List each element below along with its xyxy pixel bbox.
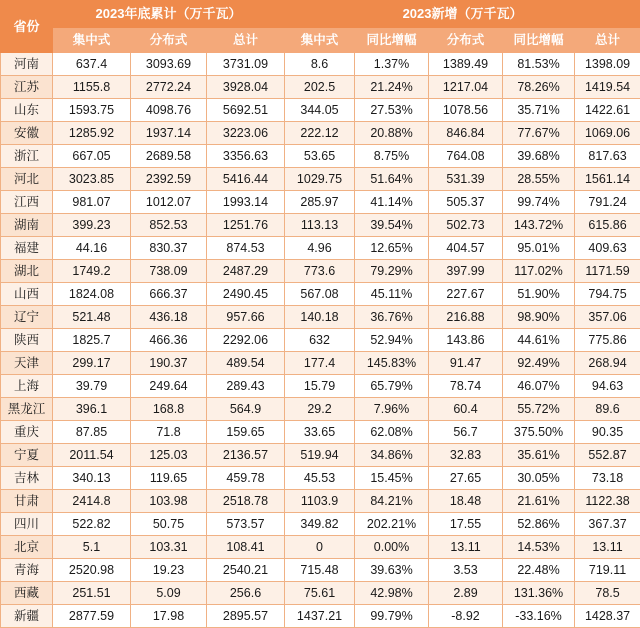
data-cell: 4098.76 [131, 99, 207, 122]
data-cell: 14.53% [503, 536, 575, 559]
data-cell: 56.7 [429, 421, 503, 444]
data-cell: 202.5 [285, 76, 355, 99]
data-cell: 222.12 [285, 122, 355, 145]
data-cell: 2487.29 [207, 260, 285, 283]
data-cell: 39.63% [355, 559, 429, 582]
data-cell: 1285.92 [53, 122, 131, 145]
data-cell: 17.55 [429, 513, 503, 536]
data-cell: 1103.9 [285, 490, 355, 513]
data-cell: 738.09 [131, 260, 207, 283]
table-row [1, 490, 640, 513]
data-cell: 77.67% [503, 122, 575, 145]
table-row [1, 467, 640, 490]
data-cell: 202.21% [355, 513, 429, 536]
data-cell: 71.8 [131, 421, 207, 444]
province-cell: 河北 [1, 168, 53, 191]
data-cell: 21.61% [503, 490, 575, 513]
data-cell: 791.24 [575, 191, 640, 214]
data-cell: 35.71% [503, 99, 575, 122]
subheader-new-centralized-growth: 同比增幅 [355, 28, 429, 53]
data-cell: 78.74 [429, 375, 503, 398]
data-cell: 667.05 [53, 145, 131, 168]
data-cell: 519.94 [285, 444, 355, 467]
province-cell: 江西 [1, 191, 53, 214]
data-cell: 99.79% [355, 605, 429, 628]
data-cell: 874.53 [207, 237, 285, 260]
data-cell: 7.96% [355, 398, 429, 421]
province-cell: 陕西 [1, 329, 53, 352]
data-cell: 131.36% [503, 582, 575, 605]
data-cell: 45.53 [285, 467, 355, 490]
data-cell: 289.43 [207, 375, 285, 398]
table-row [1, 283, 640, 306]
data-cell: 1561.14 [575, 168, 640, 191]
data-cell: 268.94 [575, 352, 640, 375]
table-row [1, 352, 640, 375]
data-cell: 65.79% [355, 375, 429, 398]
table-row [1, 513, 640, 536]
province-cell: 黑龙江 [1, 398, 53, 421]
data-cell: 29.2 [285, 398, 355, 421]
data-cell: 1251.76 [207, 214, 285, 237]
data-cell: 27.65 [429, 467, 503, 490]
data-cell: 285.97 [285, 191, 355, 214]
data-cell: 143.72% [503, 214, 575, 237]
data-cell: 357.06 [575, 306, 640, 329]
data-cell: 15.79 [285, 375, 355, 398]
data-cell: 55.72% [503, 398, 575, 421]
data-cell: 764.08 [429, 145, 503, 168]
data-cell: 33.65 [285, 421, 355, 444]
data-cell: 852.53 [131, 214, 207, 237]
data-cell: 108.41 [207, 536, 285, 559]
data-cell: 18.48 [429, 490, 503, 513]
data-cell: 60.4 [429, 398, 503, 421]
subheader-cumulative-centralized: 集中式 [53, 28, 131, 53]
data-cell: 375.50% [503, 421, 575, 444]
data-cell: 32.83 [429, 444, 503, 467]
data-cell: 466.36 [131, 329, 207, 352]
data-cell: 615.86 [575, 214, 640, 237]
data-cell: 17.98 [131, 605, 207, 628]
data-cell: 632 [285, 329, 355, 352]
data-cell: 51.64% [355, 168, 429, 191]
table-row [1, 559, 640, 582]
data-cell: 1029.75 [285, 168, 355, 191]
data-cell: 773.6 [285, 260, 355, 283]
table-header-sub-row [1, 28, 640, 53]
province-cell: 辽宁 [1, 306, 53, 329]
data-cell: 637.4 [53, 53, 131, 76]
table-row [1, 444, 640, 467]
data-cell: 0 [285, 536, 355, 559]
data-cell: 177.4 [285, 352, 355, 375]
data-cell: 505.37 [429, 191, 503, 214]
data-cell: 2772.24 [131, 76, 207, 99]
province-cell: 山西 [1, 283, 53, 306]
data-cell: 140.18 [285, 306, 355, 329]
data-cell: 119.65 [131, 467, 207, 490]
province-cell: 安徽 [1, 122, 53, 145]
province-cell: 上海 [1, 375, 53, 398]
province-cell: 湖北 [1, 260, 53, 283]
table-row [1, 605, 640, 628]
group-header-cumulative: 2023年底累计（万千瓦） [53, 1, 285, 28]
data-cell: 830.37 [131, 237, 207, 260]
data-cell: 99.74% [503, 191, 575, 214]
table-row [1, 536, 640, 559]
data-cell: 52.94% [355, 329, 429, 352]
data-cell: 409.63 [575, 237, 640, 260]
data-cell: 39.79 [53, 375, 131, 398]
data-cell: 98.90% [503, 306, 575, 329]
data-cell: 3356.63 [207, 145, 285, 168]
subheader-cumulative-total: 总计 [207, 28, 285, 53]
data-cell: 3093.69 [131, 53, 207, 76]
province-cell: 西藏 [1, 582, 53, 605]
data-cell: 1422.61 [575, 99, 640, 122]
data-cell: 1155.8 [53, 76, 131, 99]
data-cell: 2490.45 [207, 283, 285, 306]
data-cell: 1171.59 [575, 260, 640, 283]
data-cell: 79.29% [355, 260, 429, 283]
data-cell: 666.37 [131, 283, 207, 306]
data-cell: 2.89 [429, 582, 503, 605]
data-cell: 94.63 [575, 375, 640, 398]
data-cell: 1389.49 [429, 53, 503, 76]
data-cell: 531.39 [429, 168, 503, 191]
data-cell: 2011.54 [53, 444, 131, 467]
data-cell: 573.57 [207, 513, 285, 536]
data-cell: 459.78 [207, 467, 285, 490]
table-row [1, 168, 640, 191]
province-cell: 青海 [1, 559, 53, 582]
data-cell: 1078.56 [429, 99, 503, 122]
data-cell: 1398.09 [575, 53, 640, 76]
data-cell: 145.83% [355, 352, 429, 375]
data-cell: 78.5 [575, 582, 640, 605]
data-cell: 51.90% [503, 283, 575, 306]
data-cell: 564.9 [207, 398, 285, 421]
data-cell: 5.1 [53, 536, 131, 559]
data-cell: 8.6 [285, 53, 355, 76]
data-cell: 1993.14 [207, 191, 285, 214]
table-row [1, 375, 640, 398]
province-cell: 四川 [1, 513, 53, 536]
data-cell: 95.01% [503, 237, 575, 260]
data-cell: 249.64 [131, 375, 207, 398]
data-cell: 53.65 [285, 145, 355, 168]
table-row [1, 76, 640, 99]
data-cell: 5692.51 [207, 99, 285, 122]
data-cell: 1825.7 [53, 329, 131, 352]
data-cell: 1012.07 [131, 191, 207, 214]
data-cell: 21.24% [355, 76, 429, 99]
data-cell: 52.86% [503, 513, 575, 536]
data-cell: 817.63 [575, 145, 640, 168]
table-row [1, 260, 640, 283]
data-cell: 1217.04 [429, 76, 503, 99]
data-cell: 2292.06 [207, 329, 285, 352]
data-cell: 715.48 [285, 559, 355, 582]
subheader-new-distributed-growth: 同比增幅 [503, 28, 575, 53]
data-cell: 216.88 [429, 306, 503, 329]
data-cell: 44.16 [53, 237, 131, 260]
data-cell: 34.86% [355, 444, 429, 467]
province-cell: 吉林 [1, 467, 53, 490]
data-cell: 62.08% [355, 421, 429, 444]
table-row [1, 145, 640, 168]
table-row [1, 214, 640, 237]
data-cell: 2520.98 [53, 559, 131, 582]
data-cell: 13.11 [429, 536, 503, 559]
data-cell: 1122.38 [575, 490, 640, 513]
data-cell: 15.45% [355, 467, 429, 490]
data-cell: 89.6 [575, 398, 640, 421]
data-cell: 404.57 [429, 237, 503, 260]
data-cell: -33.16% [503, 605, 575, 628]
data-cell: 1437.21 [285, 605, 355, 628]
province-cell: 山东 [1, 99, 53, 122]
data-cell: 1937.14 [131, 122, 207, 145]
data-cell: 8.75% [355, 145, 429, 168]
data-cell: 92.49% [503, 352, 575, 375]
data-cell: 981.07 [53, 191, 131, 214]
data-cell: 1824.08 [53, 283, 131, 306]
data-cell: 12.65% [355, 237, 429, 260]
province-cell: 江苏 [1, 76, 53, 99]
subheader-new-total: 总计 [575, 28, 640, 53]
data-cell: 159.65 [207, 421, 285, 444]
data-cell: 143.86 [429, 329, 503, 352]
data-cell: 552.87 [575, 444, 640, 467]
data-cell: 3928.04 [207, 76, 285, 99]
data-cell: 19.23 [131, 559, 207, 582]
province-cell: 河南 [1, 53, 53, 76]
data-cell: 117.02% [503, 260, 575, 283]
data-cell: 81.53% [503, 53, 575, 76]
table-header [1, 1, 640, 53]
data-cell: 36.76% [355, 306, 429, 329]
province-cell: 北京 [1, 536, 53, 559]
data-cell: 13.11 [575, 536, 640, 559]
data-cell: 113.13 [285, 214, 355, 237]
data-cell: 27.53% [355, 99, 429, 122]
data-cell: 1749.2 [53, 260, 131, 283]
data-cell: 2540.21 [207, 559, 285, 582]
data-cell: 0.00% [355, 536, 429, 559]
data-cell: 75.61 [285, 582, 355, 605]
data-cell: 39.68% [503, 145, 575, 168]
data-cell: 957.66 [207, 306, 285, 329]
data-cell: 846.84 [429, 122, 503, 145]
data-cell: 84.21% [355, 490, 429, 513]
data-cell: 168.8 [131, 398, 207, 421]
data-cell: 45.11% [355, 283, 429, 306]
data-cell: 50.75 [131, 513, 207, 536]
data-cell: 20.88% [355, 122, 429, 145]
data-cell: 28.55% [503, 168, 575, 191]
province-cell: 浙江 [1, 145, 53, 168]
data-cell: 44.61% [503, 329, 575, 352]
data-cell: 399.23 [53, 214, 131, 237]
data-cell: 30.05% [503, 467, 575, 490]
data-cell: 299.17 [53, 352, 131, 375]
table-row [1, 306, 640, 329]
data-cell: 521.48 [53, 306, 131, 329]
data-cell: 4.96 [285, 237, 355, 260]
data-cell: 349.82 [285, 513, 355, 536]
table-row [1, 237, 640, 260]
data-cell: 35.61% [503, 444, 575, 467]
data-cell: 2689.58 [131, 145, 207, 168]
table-row [1, 329, 640, 352]
subheader-cumulative-distributed: 分布式 [131, 28, 207, 53]
data-cell: 1419.54 [575, 76, 640, 99]
data-cell: 2392.59 [131, 168, 207, 191]
data-cell: 3.53 [429, 559, 503, 582]
province-cell: 天津 [1, 352, 53, 375]
data-cell: 719.11 [575, 559, 640, 582]
data-cell: 91.47 [429, 352, 503, 375]
table-body [1, 53, 640, 628]
data-cell: 22.48% [503, 559, 575, 582]
data-cell: 190.37 [131, 352, 207, 375]
data-cell: 2414.8 [53, 490, 131, 513]
table-row [1, 99, 640, 122]
data-cell: 3223.06 [207, 122, 285, 145]
data-cell: 775.86 [575, 329, 640, 352]
data-cell: 2895.57 [207, 605, 285, 628]
data-cell: 42.98% [355, 582, 429, 605]
data-cell: 1428.37 [575, 605, 640, 628]
data-cell: 73.18 [575, 467, 640, 490]
table-row [1, 582, 640, 605]
group-header-new: 2023新增（万千瓦） [285, 1, 640, 28]
table-header-group-row [1, 1, 640, 28]
table-row [1, 421, 640, 444]
province-cell: 重庆 [1, 421, 53, 444]
data-cell: 103.98 [131, 490, 207, 513]
data-cell: 367.37 [575, 513, 640, 536]
province-cell: 宁夏 [1, 444, 53, 467]
data-cell: 125.03 [131, 444, 207, 467]
data-cell: 2518.78 [207, 490, 285, 513]
province-header: 省份 [1, 1, 53, 53]
data-cell: 344.05 [285, 99, 355, 122]
province-cell: 甘肃 [1, 490, 53, 513]
data-cell: 340.13 [53, 467, 131, 490]
data-cell: -8.92 [429, 605, 503, 628]
data-cell: 251.51 [53, 582, 131, 605]
table-row [1, 191, 640, 214]
data-cell: 5.09 [131, 582, 207, 605]
data-cell: 39.54% [355, 214, 429, 237]
data-cell: 794.75 [575, 283, 640, 306]
data-cell: 1069.06 [575, 122, 640, 145]
data-cell: 227.67 [429, 283, 503, 306]
data-cell: 397.99 [429, 260, 503, 283]
data-cell: 41.14% [355, 191, 429, 214]
data-cell: 567.08 [285, 283, 355, 306]
data-cell: 78.26% [503, 76, 575, 99]
subheader-new-centralized: 集中式 [285, 28, 355, 53]
subheader-new-distributed: 分布式 [429, 28, 503, 53]
data-cell: 256.6 [207, 582, 285, 605]
data-cell: 489.54 [207, 352, 285, 375]
data-cell: 1593.75 [53, 99, 131, 122]
data-cell: 46.07% [503, 375, 575, 398]
data-cell: 3023.85 [53, 168, 131, 191]
data-cell: 3731.09 [207, 53, 285, 76]
data-cell: 502.73 [429, 214, 503, 237]
data-cell: 396.1 [53, 398, 131, 421]
province-cell: 福建 [1, 237, 53, 260]
data-cell: 87.85 [53, 421, 131, 444]
table-row [1, 53, 640, 76]
data-cell: 436.18 [131, 306, 207, 329]
table-row [1, 122, 640, 145]
data-cell: 522.82 [53, 513, 131, 536]
province-cell: 新疆 [1, 605, 53, 628]
data-cell: 2136.57 [207, 444, 285, 467]
data-cell: 5416.44 [207, 168, 285, 191]
table-row [1, 398, 640, 421]
data-cell: 90.35 [575, 421, 640, 444]
data-cell: 103.31 [131, 536, 207, 559]
data-cell: 1.37% [355, 53, 429, 76]
province-cell: 湖南 [1, 214, 53, 237]
data-cell: 2877.59 [53, 605, 131, 628]
